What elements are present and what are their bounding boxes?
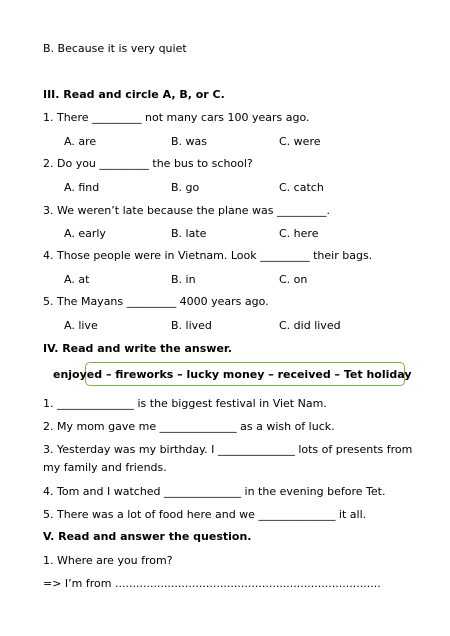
fill-item-2: 2. My mom gave me ______________ as a wish of luck.: [43, 420, 335, 433]
q5-option-b[interactable]: B. lived: [171, 319, 212, 332]
q4-option-a[interactable]: A. at: [64, 273, 90, 286]
question-1: 1. There _________ not many cars 100 years ago.: [43, 111, 310, 124]
word-bank: [40, 362, 426, 388]
q1-option-a[interactable]: A. are: [64, 135, 97, 148]
q3-option-a[interactable]: A. early: [64, 227, 106, 240]
q2-option-b[interactable]: B. go: [171, 181, 200, 194]
q5-option-a[interactable]: A. live: [64, 319, 98, 332]
fill-item-3-continued: my family and friends.: [43, 461, 167, 474]
q4-option-b[interactable]: B. in: [171, 273, 196, 286]
answer-option-line: B. Because it is very quiet: [43, 42, 187, 55]
q1-option-c[interactable]: C. were: [279, 135, 321, 148]
q1-option-b[interactable]: B. was: [171, 135, 208, 148]
question-2: 2. Do you _________ the bus to school?: [43, 157, 253, 170]
fill-item-5: 5. There was a lot of food here and we ______________ it all.: [43, 508, 367, 521]
q2-option-c[interactable]: C. catch: [279, 181, 324, 194]
question-4: 4. Those people were in Vietnam. Look _________ their bags.: [43, 249, 373, 262]
q5-option-c[interactable]: C. did lived: [279, 319, 341, 332]
section-4-title: IV. Read and write the answer.: [43, 342, 232, 355]
q3-option-c[interactable]: C. here: [279, 227, 319, 240]
section-5-answer-1[interactable]: => I’m from ............................................................................: [43, 577, 381, 590]
fill-item-1: 1. ______________ is the biggest festival in Viet Nam.: [43, 397, 327, 410]
section-3-title: III. Read and circle A, B, or C.: [43, 88, 225, 101]
q2-option-a[interactable]: A. find: [64, 181, 100, 194]
section-5-question-1: 1. Where are you from?: [43, 554, 173, 567]
fill-item-4: 4. Tom and I watched ______________ in the evening before Tet.: [43, 485, 386, 498]
section-5-title: V. Read and answer the question.: [43, 530, 252, 543]
fill-item-3: 3. Yesterday was my birthday. I ______________ lots of presents from: [43, 443, 413, 456]
question-3: 3. We weren’t late because the plane was _________.: [43, 204, 330, 217]
word-bank-text: enjoyed – fireworks – lucky money – received – Tet holiday: [53, 368, 412, 381]
q4-option-c[interactable]: C. on: [279, 273, 308, 286]
q3-option-b[interactable]: B. late: [171, 227, 207, 240]
question-5: 5. The Mayans _________ 4000 years ago.: [43, 295, 269, 308]
